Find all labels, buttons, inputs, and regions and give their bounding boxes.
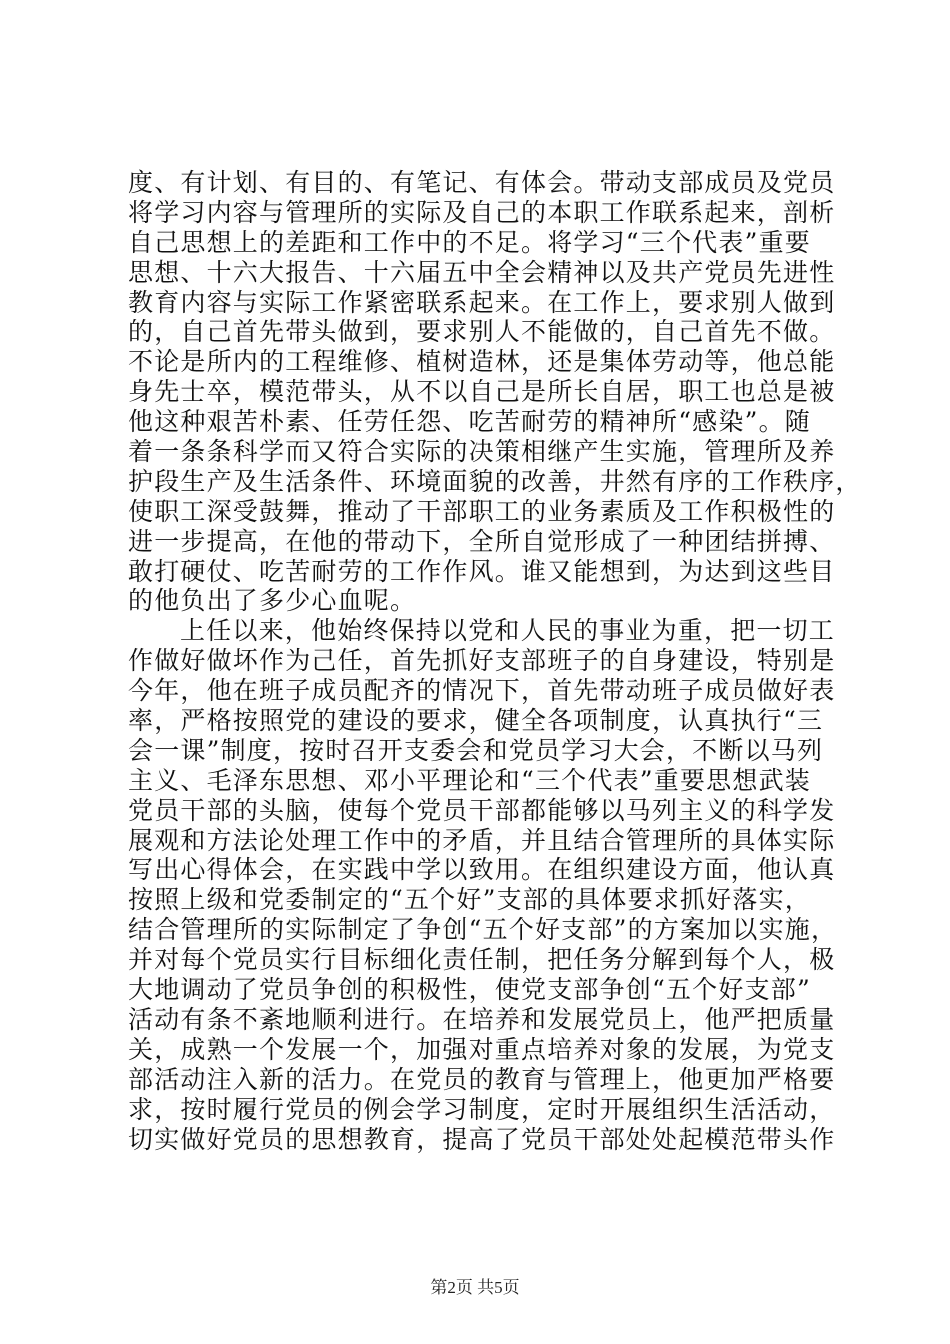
text-line: 作做好做坏作为己任，首先抓好支部班子的自身建设，特别是 (128, 646, 836, 676)
page-footer: 第2页 共5页 (430, 1278, 520, 1297)
paragraph (128, 168, 862, 616)
text-line: 他这种艰苦朴素、任劳任怨、吃苦耐劳的精神所“感染”。随 (128, 407, 811, 437)
text-line: 着一条条科学而又符合实际的决策相继产生实施，管理所及养 (128, 437, 836, 467)
text-line: 上任以来，他始终保持以党和人民的事业为重，把一切工 (180, 616, 836, 646)
text-line: 护段生产及生活条件、环境面貌的改善，井然有序的工作秩序， (128, 466, 862, 496)
text-line: 部活动注入新的活力。在党员的教育与管理上，他更加严格要 (128, 1064, 836, 1094)
text-line: 大地调动了党员争创的积极性，使党支部争创“五个好支部” (128, 975, 811, 1005)
text-line: 主义、毛泽东思想、邓小平理论和“三个代表”重要思想武装 (128, 765, 811, 795)
text-line: 结合管理所的实际制定了争创“五个好支部”的方案加以实施， (128, 915, 838, 945)
text-line: 将学习内容与管理所的实际及自己的本职工作联系起来，剖析 (128, 197, 836, 227)
text-line: 的，自己首先带头做到，要求别人不能做的，自己首先不做。 (128, 317, 836, 347)
text-line: 求，按时履行党员的例会学习制度，定时开展组织生活活动， (128, 1094, 836, 1124)
text-line: 敢打硬仗、吃苦耐劳的工作作风。谁又能想到，为达到这些目 (128, 556, 836, 586)
text-line: 使职工深受鼓舞，推动了干部职工的业务素质及工作积极性的 (128, 496, 836, 526)
text-line: 会一课”制度，按时召开支委会和党员学习大会，不断以马列 (128, 735, 824, 765)
body-text (128, 168, 862, 1154)
text-line: 思想、十六大报告、十六届五中全会精神以及共产党员先进性 (128, 257, 836, 287)
text-line: 不论是所内的工程维修、植树造林，还是集体劳动等，他总能 (128, 347, 836, 377)
text-line: 今年，他在班子成员配齐的情况下，首先带动班子成员做好表 (128, 676, 836, 706)
text-line: 党员干部的头脑，使每个党员干部都能够以马列主义的科学发 (128, 795, 836, 825)
text-line: 身先士卒，模范带头，从不以自己是所长自居，职工也总是被 (128, 377, 836, 407)
text-line: 度、有计划、有目的、有笔记、有体会。带动支部成员及党员 (128, 168, 836, 197)
text-line: 关，成熟一个发展一个，加强对重点培养对象的发展，为党支 (128, 1034, 836, 1064)
text-line: 切实做好党员的思想教育，提高了党员干部处处起模范带头作 (128, 1124, 836, 1154)
paragraph (128, 616, 838, 1154)
text-line: 教育内容与实际工作紧密联系起来。在工作上，要求别人做到 (128, 287, 836, 317)
text-line: 写出心得体会，在实践中学以致用。在组织建设方面，他认真 (128, 855, 836, 885)
text-line: 的他负出了多少心血呢。 (128, 586, 417, 616)
text-line: 展观和方法论处理工作中的矛盾，并且结合管理所的具体实际 (128, 825, 836, 855)
text-line: 活动有条不紊地顺利进行。在培养和发展党员上，他严把质量 (128, 1004, 836, 1034)
text-line: 率，严格按照党的建设的要求，健全各项制度，认真执行“三 (128, 706, 824, 736)
text-line: 按照上级和党委制定的“五个好”支部的具体要求抓好落实， (128, 885, 811, 915)
text-line: 进一步提高，在他的带动下，全所自觉形成了一种团结拼搏、 (128, 526, 836, 556)
text-line: 自己思想上的差距和工作中的不足。将学习“三个代表”重要 (128, 227, 811, 257)
text-line: 并对每个党员实行目标细化责任制，把任务分解到每个人，极 (128, 945, 836, 975)
